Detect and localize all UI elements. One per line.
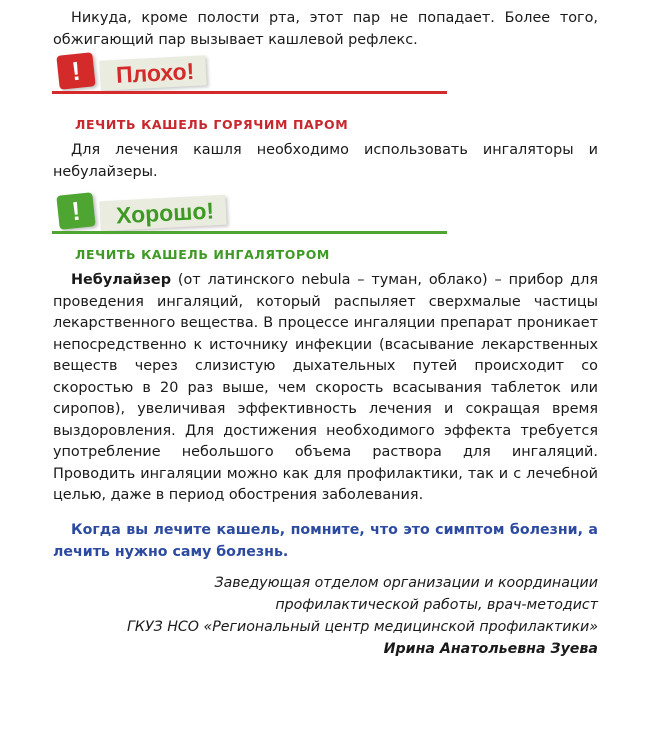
bad-banner	[52, 52, 447, 96]
good-banner	[52, 192, 447, 236]
nebulizer-term: Небулайзер	[71, 272, 171, 288]
signature-line-1: Заведующая отделом организации и координации	[214, 575, 598, 591]
bad-label: Плохо!	[99, 55, 207, 91]
exclamation-icon: !	[56, 52, 95, 90]
exclamation-icon: !	[56, 192, 95, 230]
signature-block	[127, 572, 598, 660]
good-divider	[52, 231, 447, 234]
signature-line-2: профилактической работы, врач-методист	[275, 597, 598, 613]
bad-heading: ЛЕЧИТЬ КАШЕЛЬ ГОРЯЧИМ ПАРОМ	[75, 117, 349, 132]
highlight-note: Когда вы лечите кашель, помните, что это симптом болезни, а лечить нужно саму болезнь.	[53, 522, 598, 560]
intro-paragraph: Никуда, кроме полости рта, этот пар не попадает. Более того, обжигающий пар вызывает кашлевой рефлекс.	[53, 10, 598, 48]
bad-paragraph: Для лечения кашля необходимо использовать ингаляторы и небулайзеры.	[53, 142, 598, 180]
good-label: Хорошо!	[99, 195, 226, 232]
nebulizer-paragraph	[53, 270, 598, 507]
signature-name: Ирина Анатольевна Зуева	[383, 641, 598, 657]
signature-line-3: ГКУЗ НСО «Региональный центр медицинской профилактики»	[127, 619, 598, 635]
nebulizer-text: (от латинского nebula – туман, облако) – прибор для проведения ингаляций, который распыляет сверхмалые частицы лекарственного вещества. В процессе ингаляции препарат проникает непосредственно к источнику инфекции (всасывание лекарственных веществ через слизистую дыхательных путей происходит со скоростью в 20 раз выше, чем скорость всасывания таблеток или сиропов), увеличивая эффективность лечения и сокращая время выздоровления. Для достижения необходимого эффекта требуется употребление небольшого объема раствора для ингаляций. Проводить ингаляции можно как для профилактики, так и с лечебной целью, даже в период обострения заболевания.	[53, 272, 598, 503]
bad-divider	[52, 91, 447, 94]
good-heading: ЛЕЧИТЬ КАШЕЛЬ ИНГАЛЯТОРОМ	[75, 247, 330, 262]
